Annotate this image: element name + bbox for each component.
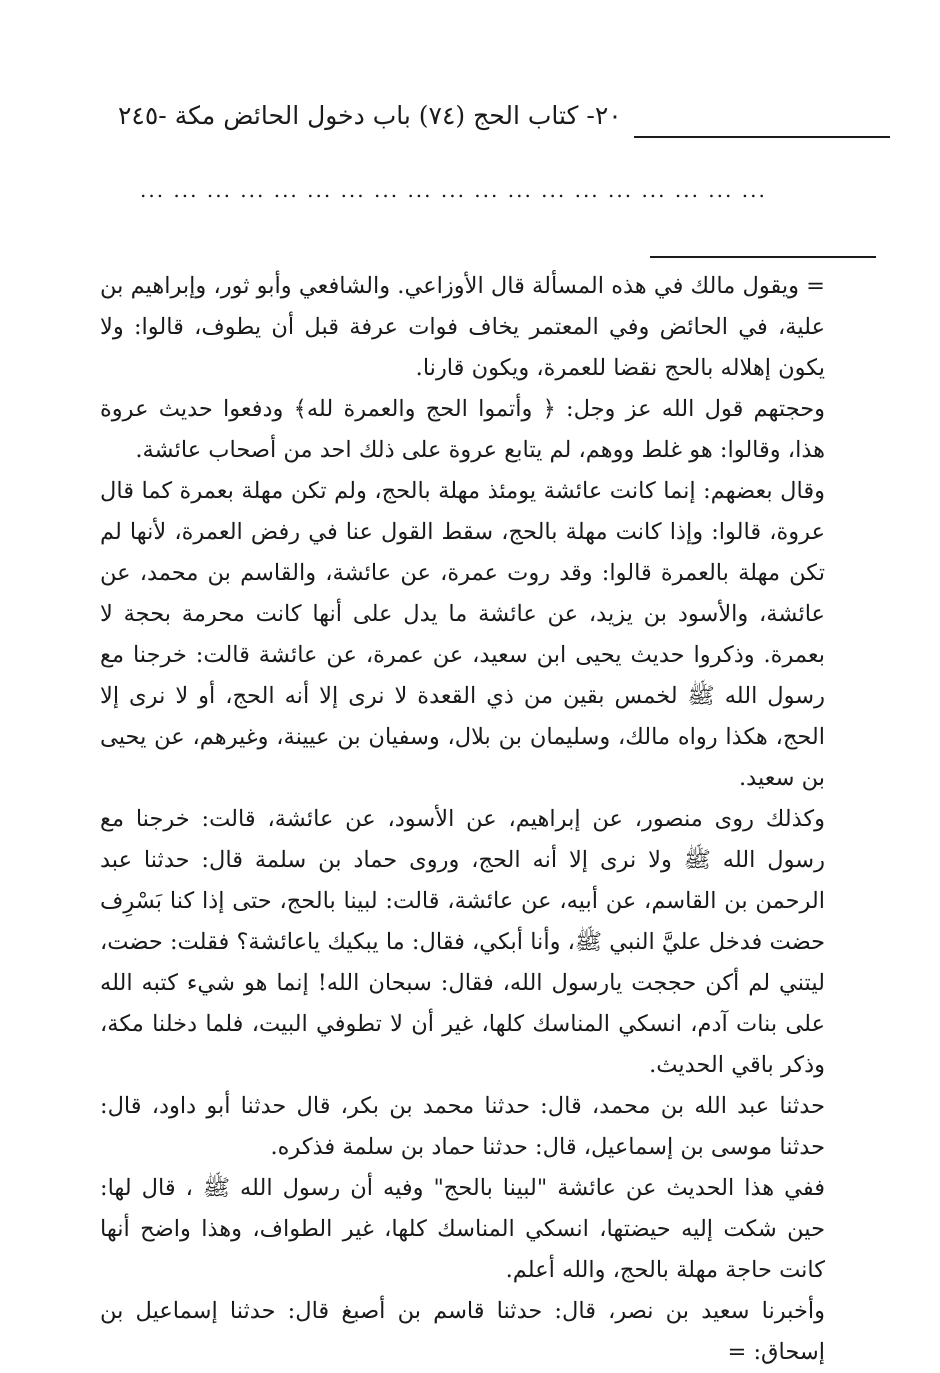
header-rule: [634, 136, 890, 138]
header-title: [110, 96, 890, 136]
paragraph: ففي هذا الحديث عن عائشة "لبينا بالحج" وفيه أن رسول الله ﷺ ، قال لها: حين شكت إليه حيضتها، انسكي المناسك كلها، غير الطواف، وهذا واضح أنها كانت حاجة مهلة بالحج، والله أعلم.: [100, 1175, 825, 1283]
header-title-text: ٢٠- كتاب الحج (٧٤) باب دخول الحائض مكة -٢٤٥: [118, 101, 622, 130]
paragraph: وحجتهم قول الله عز وجل: ﴿ وأتموا الحج والعمرة لله﴾ ودفعوا حديث عروة هذا، وقالوا: هو غلط ووهم، لم يتابع عروة على ذلك احد من أصحاب عائشة.: [100, 396, 825, 463]
paragraph: حدثنا عبد الله بن محمد، قال: حدثنا محمد بن بكر، قال حدثنا أبو داود، قال: حدثنا موسى بن إسماعيل، قال: حدثنا حماد بن سلمة فذكره.: [100, 1093, 825, 1160]
paragraph: وأخبرنا سعيد بن نصر، قال: حدثنا قاسم بن أصبغ قال: حدثنا إسماعيل بن إسحاق: =: [100, 1298, 825, 1365]
paragraph: وقال بعضهم: إنما كانت عائشة يومئذ مهلة بالحج، ولم تكن مهلة بعمرة كما قال عروة، قالوا: وإذا كانت مهلة بالحج، سقط القول عنا في رفض العمرة، لأنها لم تكن مهلة بالعمرة قالوا: وقد روت عمرة، عن عائشة، والقاسم بن محمد، عن عائشة، والأسود بن يزيد، عن عائشة ما يدل على أنها كانت محرمة بحجة لا بعمرة. وذكروا حديث يحيى ابن سعيد، عن عمرة، عن عائشة قالت: خرجنا مع رسول الله ﷺ لخمس بقين من ذي القعدة لا نرى إلا أنه الحج، أو لا نرى إلا الحج، هكذا رواه مالك، وسليمان بن بلال، وسفيان بن عيينة، وغيرهم، عن يحيى بن سعيد.: [100, 478, 825, 791]
running-header: [110, 96, 890, 144]
ellipsis-line: ... ... ... ... ... ... ... ... ... ... ... ... ... ... ... ... ... ... ...: [140, 178, 767, 202]
paragraph: وكذلك روى منصور، عن إبراهيم، عن الأسود، عن عائشة، قالت: خرجنا مع رسول الله ﷺ ولا نرى إلا أنه الحج، وروى حماد بن سلمة قال: حدثنا عبد الرحمن بن القاسم، عن أبيه، عن عائشة، قالت: لبينا بالحج، حتى إذا كنا بَسْرِف حضت فدخل عليَّ النبي ﷺ، وأنا أبكي، فقال: ما يبكيك ياعائشة؟ فقلت: حضت، ليتني لم أكن حججت يارسول الله، فقال: سبحان الله! إنما هو شيء كتبه الله على بنات آدم، انسكي المناسك كلها، غير أن لا تطوفي البيت، فلما دخلنا مكة، وذكر باقي الحديث.: [100, 806, 825, 1078]
footnote-separator: [650, 256, 876, 258]
paragraph: = ويقول مالك في هذه المسألة قال الأوزاعي. والشافعي وأبو ثور، وإبراهيم بن علية، في الحائض وفي المعتمر يخاف فوات عرفة قبل أن يطوف، قالوا: ولا يكون إهلاله بالحج نقضا للعمرة، ويكون قارنا.: [100, 273, 825, 381]
footnote-body: [100, 266, 825, 1373]
